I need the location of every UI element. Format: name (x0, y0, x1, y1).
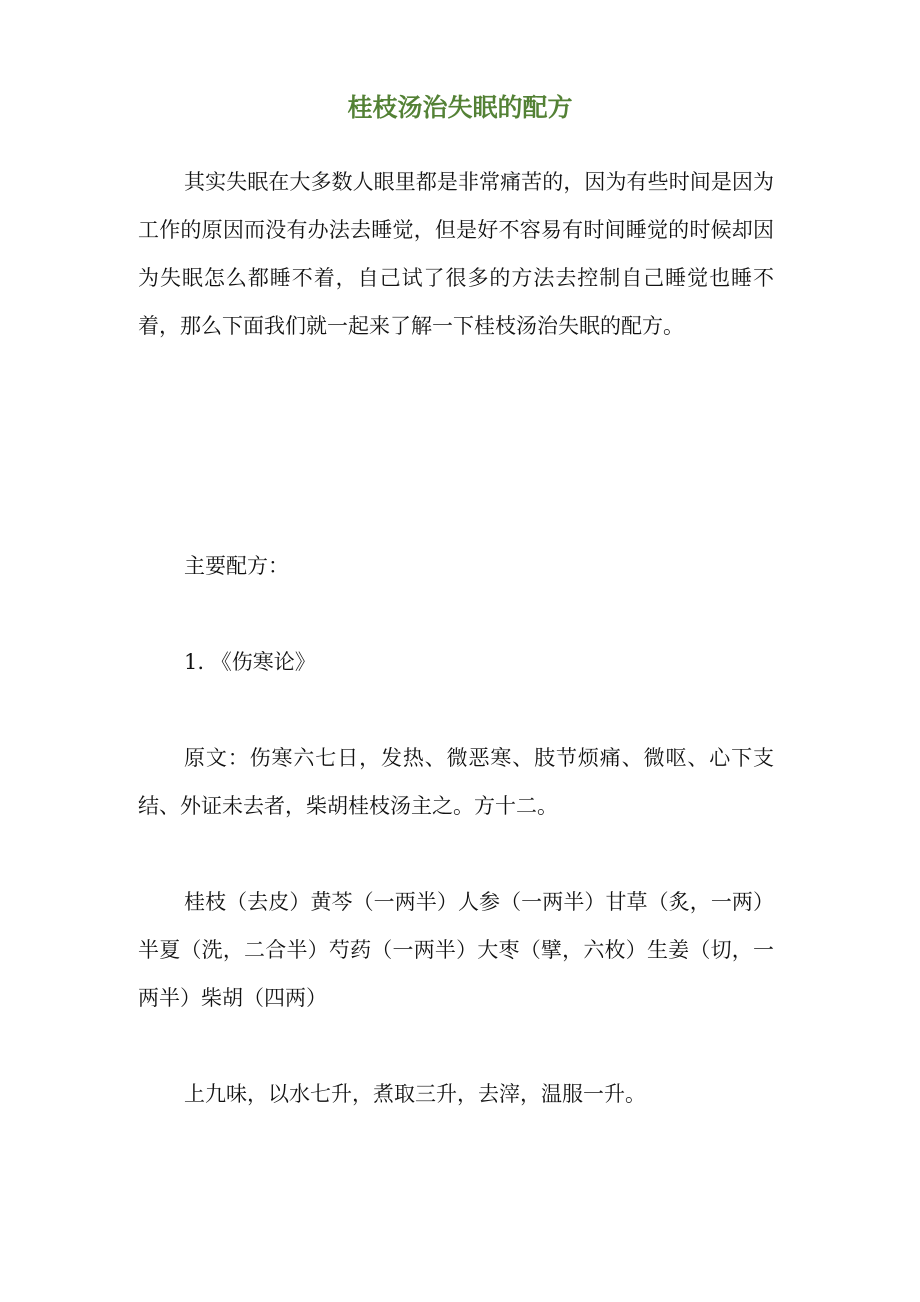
source-book-item: 1. 《伤寒论》 (184, 650, 316, 674)
document-title: 桂枝汤治失眠的配方 (347, 93, 573, 122)
original-text-paragraph: 原文：伤寒六七日，发热、微恶寒、肢节烦痛、微呕、心下支结、外证未去者，柴胡桂枝汤主之。方十二。 (138, 746, 774, 818)
herb-list-paragraph: 桂枝（去皮）黄芩（一两半）人参（一两半）甘草（炙，一两）半夏（洗，二合半）芍药（一两半）大枣（擘，六枚）生姜（切，一两半）柴胡（四两） (138, 890, 774, 1010)
intro-paragraph: 其实失眠在大多数人眼里都是非常痛苦的，因为有些时间是因为工作的原因而没有办法去睡觉，但是好不容易有时间睡觉的时候却因为失眠怎么都睡不着，自己试了很多的方法去控制自己睡觉也睡不着，那么下面我们就一起来了解一下桂枝汤治失眠的配方。 (138, 170, 774, 338)
main-formula-heading: 主要配方： (184, 554, 289, 578)
preparation-method-paragraph: 上九味，以水七升，煮取三升，去滓，温服一升。 (184, 1082, 646, 1106)
